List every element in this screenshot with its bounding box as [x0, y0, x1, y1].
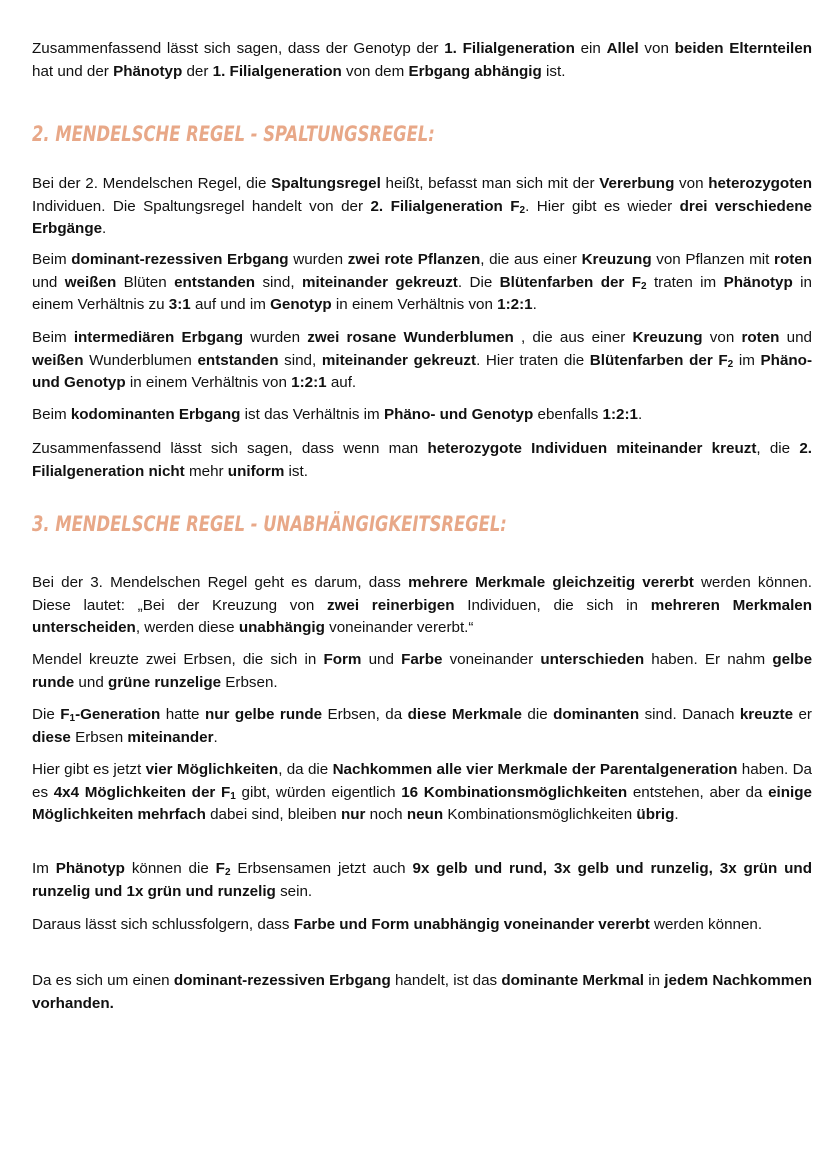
paragraph: [32, 572, 812, 640]
text: der: [182, 62, 213, 80]
text: von: [702, 329, 742, 346]
bold-text: roten: [741, 329, 780, 346]
bold-text: weißen: [32, 351, 84, 369]
section-spaltungsregel-dominant: [32, 249, 812, 317]
bold-text: Erbgang abhängig: [408, 62, 542, 80]
text: Kombinationsmöglichkeiten: [443, 806, 637, 823]
section-spaltungsregel: [32, 173, 812, 241]
text: auf und im: [190, 296, 271, 313]
text: von: [674, 175, 709, 192]
text: in einem Verhältnis zu: [32, 273, 813, 313]
text: und: [779, 329, 812, 346]
bold-text: weißen: [64, 273, 117, 291]
text: entstehen, aber da: [627, 783, 769, 801]
text: die: [521, 706, 554, 723]
text: in: [644, 972, 665, 989]
bold-text: [60, 706, 160, 723]
paragraph: [32, 249, 812, 317]
text: Erbsen.: [221, 673, 278, 691]
bold-text: 1. Filialgeneration: [444, 40, 575, 57]
text: von dem: [341, 62, 409, 80]
bold-text: dominante Merkmal: [501, 972, 645, 989]
text: Bei der 3. Mendelschen Regel geht es darum, dass: [32, 574, 409, 591]
subscript: 2: [519, 204, 526, 216]
bold-text: diese: [32, 728, 71, 746]
bold-text: entstanden: [174, 273, 256, 291]
section-heading-spaltungsregel: 2. MENDELSCHE REGEL - SPALTUNGSREGEL:: [32, 122, 435, 146]
bold-text: jedem Nachkommen vorhanden.: [32, 972, 813, 1012]
bold-text: entstanden: [197, 351, 279, 369]
section-spaltungsregel-zusammenfassung: [32, 438, 812, 483]
bold-text: neun: [406, 806, 444, 823]
paragraph: [32, 327, 812, 395]
text: Beim: [32, 406, 71, 423]
subscript: 2: [641, 280, 647, 292]
bold-text: zwei rosane Wunderblumen: [307, 329, 514, 346]
text: und: [74, 673, 108, 691]
bold-text: 3:1: [168, 296, 191, 313]
bold-text: nur gelbe runde: [204, 706, 323, 723]
text: er: [793, 706, 812, 723]
bold-text: Form: [323, 651, 362, 668]
section-unabhaengigkeitsregel-mendel: [32, 649, 812, 694]
bold-text: gelbe runde: [32, 651, 813, 691]
text: sind. Danach: [639, 706, 740, 723]
bold-text: beiden Elternteilen: [674, 40, 813, 57]
text: von: [638, 40, 675, 57]
subscript: 2: [727, 358, 734, 370]
text: .: [213, 728, 218, 746]
text: 2. Filialgeneration F: [370, 197, 520, 215]
bold-text: 16 Kombinationsmöglichkeiten: [401, 783, 628, 801]
bold-text: [370, 198, 525, 215]
paragraph: [32, 173, 812, 241]
text: . Die: [457, 273, 500, 291]
section-unabhaengigkeitsregel-phaenotyp: [32, 858, 812, 903]
text: Mendel kreuzte zwei Erbsen, die sich in: [32, 651, 324, 668]
bold-text: heterozygote Individuen miteinander kreuzt: [427, 440, 757, 457]
text: mehr: [184, 462, 228, 480]
text: Im: [32, 860, 56, 877]
bold-text: [216, 860, 231, 877]
section-heading-unabhaengigkeitsregel: 3. MENDELSCHE REGEL - UNABHÄNGIGKEITSREGEL:: [32, 512, 507, 536]
text: Zusammenfassend lässt sich sagen, dass wenn man: [32, 440, 428, 457]
text: ist.: [541, 62, 566, 80]
bold-text: dominanten: [553, 706, 640, 723]
text: ebenfalls: [533, 406, 603, 423]
text: haben. Da es: [32, 761, 812, 801]
text: , die aus einer: [513, 329, 633, 346]
text: wurden: [288, 251, 348, 268]
text: Beim: [32, 251, 72, 268]
text: Hier gibt es jetzt: [32, 761, 146, 778]
text: dabei sind, bleiben: [205, 806, 341, 823]
section-spaltungsregel-kodominant: [32, 404, 812, 427]
text: und: [32, 273, 65, 291]
bold-text: 1:2:1: [497, 296, 533, 313]
bold-text: Vererbung: [599, 175, 675, 192]
text: werden können. Diese lautet: „Bei der Kreuzung von: [32, 574, 812, 614]
text: .: [674, 806, 679, 823]
text: hatte: [160, 706, 205, 723]
paragraph: [32, 704, 812, 749]
bold-text: miteinander gekreuzt: [321, 351, 477, 369]
bold-text: zwei reinerbigen: [327, 596, 455, 614]
intro-paragraph: [32, 38, 812, 83]
text: , die aus einer: [480, 251, 582, 268]
text: in einem Verhältnis von: [331, 296, 498, 313]
bold-text: miteinander: [127, 728, 214, 746]
text: hat und der: [32, 62, 114, 80]
bold-text: [500, 274, 647, 291]
text: Individuen, die sich in: [454, 596, 651, 614]
bold-text: drei verschiedene Erbgänge: [32, 197, 813, 237]
text: noch: [365, 806, 407, 823]
text: Erbsensamen jetzt auch: [230, 860, 413, 877]
bold-text: unterschieden: [540, 651, 645, 668]
text: Blütenfarben der F: [499, 273, 641, 291]
text: haben. Er nahm: [644, 651, 773, 668]
text: sind,: [255, 273, 302, 291]
text: können die: [124, 860, 216, 877]
text: F: [60, 706, 70, 723]
bold-text: unabhängig: [238, 619, 325, 636]
section-unabhaengigkeitsregel-f1: [32, 704, 812, 749]
bold-text: Phäno- und Genotyp: [383, 406, 534, 423]
bold-text: Spaltungsregel: [271, 175, 381, 192]
text: Daraus lässt sich schlussfolgern, dass: [32, 916, 294, 933]
paragraph: [32, 404, 812, 427]
bold-text: [590, 352, 733, 369]
text: sein.: [275, 882, 313, 900]
bold-text: Farbe: [401, 651, 443, 668]
bold-text: Phänotyp: [55, 860, 125, 877]
text: Da es sich um einen: [32, 972, 174, 989]
bold-text: kreuzte: [739, 706, 794, 723]
paragraph: [32, 438, 812, 483]
bold-text: 9x gelb und rund, 3x gelb und runzelig, 3x grün und runzelig und 1x grün und runzelig: [32, 860, 812, 900]
text: Wunderblumen: [83, 351, 198, 369]
bold-text: Genotyp: [270, 296, 332, 313]
text: und: [361, 651, 402, 668]
text: werden können.: [649, 916, 763, 933]
bold-text: dominant-rezessiven Erbgang: [71, 251, 289, 268]
subscript: 2: [224, 867, 231, 878]
text: im: [733, 351, 761, 369]
bold-text: Kreuzung: [581, 251, 652, 268]
bold-text: Farbe und Form unabhängig voneinander vererbt: [293, 916, 650, 933]
text: Beim: [32, 329, 74, 346]
text: gibt, würden eigentlich: [235, 783, 402, 801]
text: Blütenfarben der F: [589, 351, 728, 369]
bold-text: übrig: [636, 806, 675, 823]
bold-text: 1:2:1: [602, 406, 638, 423]
text: von Pflanzen mit: [651, 251, 775, 268]
bold-text: Allel: [606, 40, 639, 57]
bold-text: Phänotyp: [723, 273, 793, 291]
paragraph: [32, 759, 812, 827]
bold-text: kodominanten Erbgang: [70, 406, 241, 423]
section-unabhaengigkeitsregel-schluss: [32, 914, 812, 937]
text: ist.: [284, 462, 308, 480]
text: Erbsen, da: [322, 706, 408, 723]
section-unabhaengigkeitsregel-dominant: [32, 970, 812, 1015]
text: voneinander vererbt.“: [324, 619, 474, 636]
text: ist das Verhältnis im: [240, 406, 384, 423]
text: Bei der 2. Mendelschen Regel, die: [32, 175, 272, 192]
text: Die: [32, 706, 61, 723]
subscript: 1: [69, 713, 76, 724]
paragraph: [32, 858, 812, 903]
text: , da die: [278, 761, 333, 778]
text: .: [637, 406, 643, 423]
bold-text: [54, 784, 236, 801]
text: , werden diese: [135, 619, 239, 636]
text: in einem Verhältnis von: [125, 374, 292, 391]
bold-text: nur: [340, 806, 366, 823]
text: Zusammenfassend lässt sich sagen, dass der Genotyp der: [32, 40, 445, 57]
text: . Hier traten die: [476, 351, 590, 369]
bold-text: uniform: [227, 462, 285, 480]
bold-text: Phäno- und Genotyp: [32, 351, 812, 391]
bold-text: Phänotyp: [113, 62, 183, 80]
text: wurden: [243, 329, 308, 346]
text: 4x4 Möglichkeiten der F: [53, 783, 231, 801]
text: sind,: [278, 351, 322, 369]
text: . Hier gibt es wieder: [525, 197, 680, 215]
bold-text: 1:2:1: [291, 374, 327, 391]
paragraph: [32, 914, 812, 937]
bold-text: miteinander gekreuzt: [301, 273, 458, 291]
subscript: 1: [230, 790, 236, 802]
bold-text: diese Merkmale: [407, 706, 522, 723]
section-unabhaengigkeitsregel-moeglichkeiten: [32, 759, 812, 827]
bold-text: heterozygoten: [708, 175, 812, 192]
intro-section: [32, 38, 812, 83]
text: F: [215, 860, 225, 877]
text: Erbsen: [70, 728, 128, 746]
text: ein: [574, 40, 607, 57]
bold-text: einige Möglichkeiten mehrfach: [32, 783, 812, 823]
text: auf.: [326, 374, 357, 391]
text: , die: [756, 440, 800, 457]
text: Blüten: [116, 273, 175, 291]
bold-text: mehreren Merkmalen unterscheiden: [32, 596, 813, 636]
bold-text: vier Möglichkeiten: [145, 761, 279, 778]
bold-text: dominant-rezessiven Erbgang: [173, 972, 391, 989]
bold-text: roten: [774, 251, 813, 268]
paragraph: [32, 970, 812, 1015]
bold-text: zwei rote Pflanzen: [347, 251, 481, 268]
text: .: [102, 220, 107, 237]
bold-text: intermediären Erbgang: [73, 329, 244, 346]
bold-text: mehrere Merkmale gleichzeitig vererbt: [408, 574, 694, 591]
text: heißt, befasst man sich mit der: [380, 175, 600, 192]
section-spaltungsregel-intermediaer: [32, 327, 812, 395]
text: handelt, ist das: [390, 972, 502, 989]
bold-text: Kreuzung: [632, 329, 703, 346]
text: traten im: [646, 273, 724, 291]
section-unabhaengigkeitsregel: [32, 572, 812, 640]
paragraph: [32, 649, 812, 694]
text: -Generation: [75, 706, 161, 723]
bold-text: 1. Filialgeneration: [212, 62, 342, 80]
text: Individuen. Die Spaltungsregel handelt von der: [32, 197, 371, 215]
text: voneinander: [442, 651, 541, 668]
bold-text: grüne runzelige: [107, 673, 222, 691]
bold-text: 2. Filialgeneration nicht: [32, 440, 812, 480]
text: .: [532, 296, 537, 313]
bold-text: Nachkommen alle vier Merkmale der Parentalgeneration: [332, 761, 738, 778]
